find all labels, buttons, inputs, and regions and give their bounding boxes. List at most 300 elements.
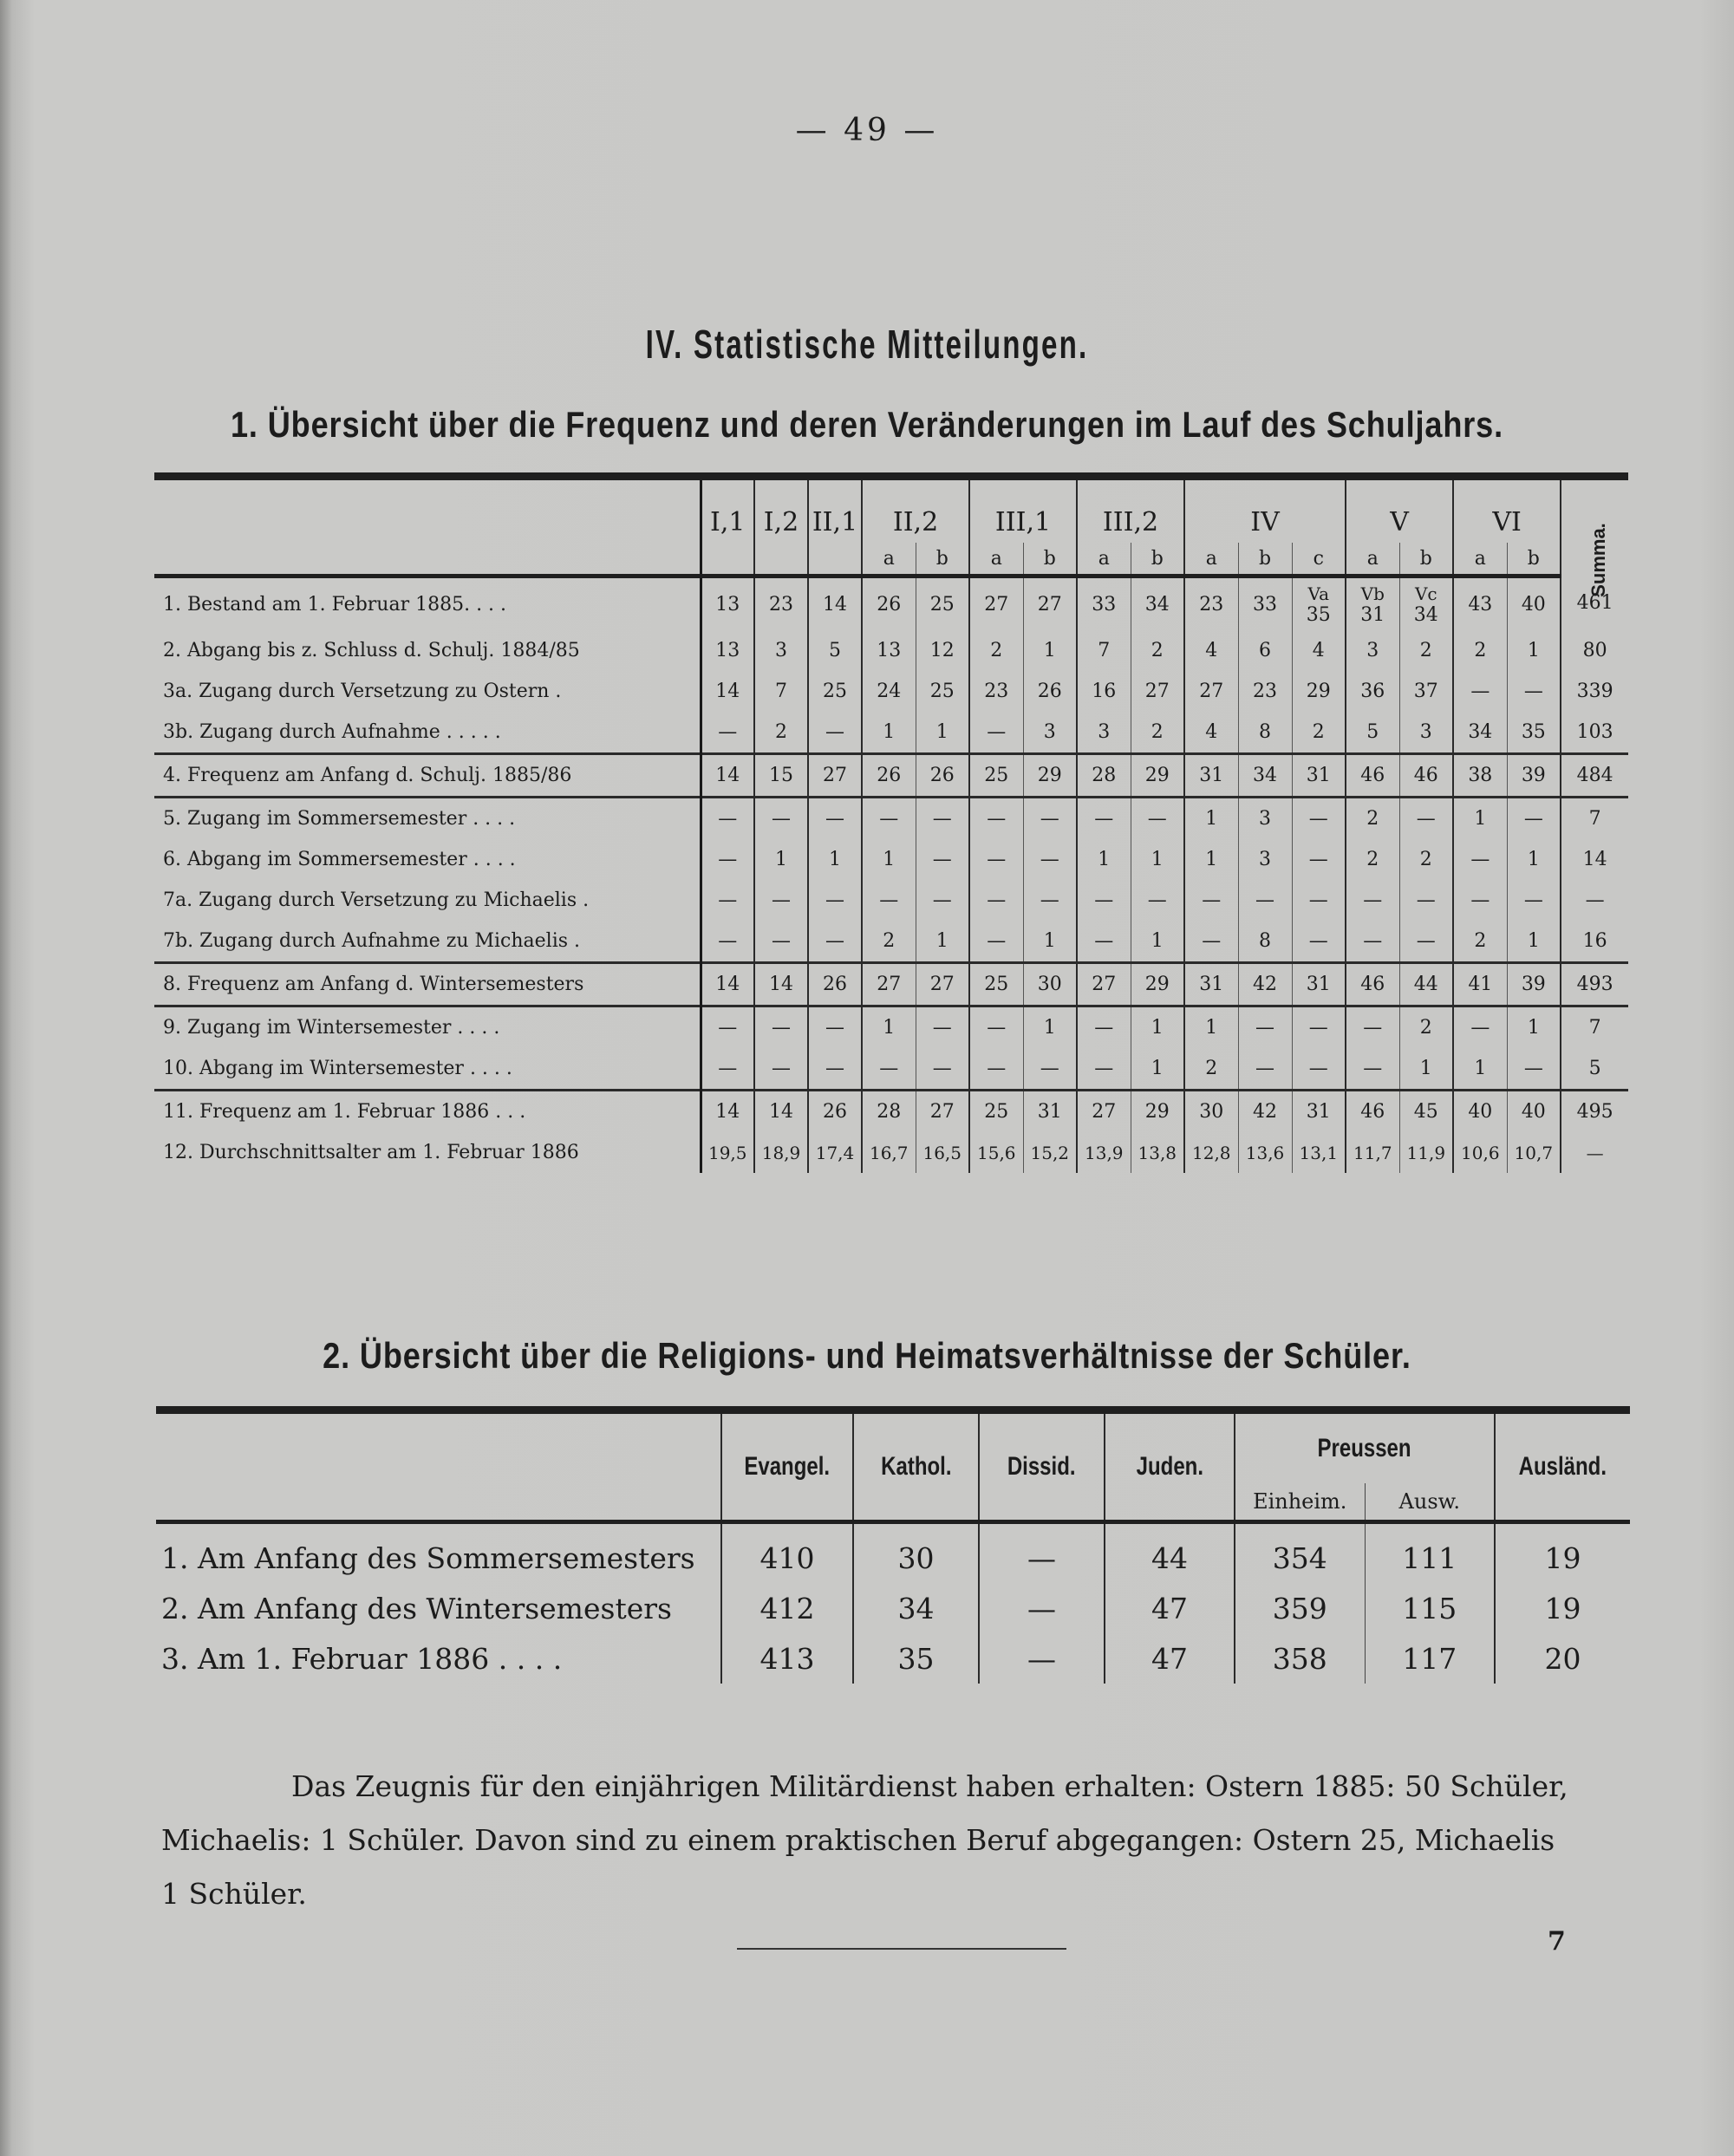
table-cell: — xyxy=(1238,1006,1292,1049)
table-cell: 410 xyxy=(721,1522,853,1584)
table-cell: — xyxy=(701,712,754,754)
table-cell: 3 xyxy=(754,630,808,671)
sub-b: b xyxy=(1238,543,1292,576)
sub-a: a xyxy=(1077,543,1131,576)
table-cell: 31 xyxy=(1184,754,1238,798)
table-cell: 47 xyxy=(1105,1633,1235,1684)
table-cell: 30 xyxy=(1023,963,1077,1006)
table-cell: — xyxy=(701,1006,754,1049)
table-cell xyxy=(1346,576,1399,631)
table-cell: — xyxy=(1561,880,1628,921)
class-header: III,1 xyxy=(969,480,1077,543)
table-cell: 40 xyxy=(1453,1091,1507,1133)
table-cell: 1 xyxy=(1023,630,1077,671)
label-header xyxy=(154,480,701,543)
table-cell: — xyxy=(1453,671,1507,712)
row-label: 3a. Zugang durch Versetzung zu Ostern . xyxy=(163,681,562,702)
table-cell: 37 xyxy=(1399,671,1453,712)
table-cell: 13,1 xyxy=(1292,1132,1346,1173)
table-cell: 2 xyxy=(1399,630,1453,671)
table-cell: — xyxy=(1292,921,1346,963)
table-cell: 3 xyxy=(1077,712,1131,754)
table-cell: 413 xyxy=(721,1633,853,1684)
table-cell: 26 xyxy=(808,963,862,1006)
table-row xyxy=(154,839,1628,880)
table-cell: 29 xyxy=(1131,754,1184,798)
table-cell: 30 xyxy=(853,1522,979,1584)
table-cell: — xyxy=(808,1006,862,1049)
class-header: I,2 xyxy=(754,480,808,543)
table-cell: 358 xyxy=(1235,1633,1365,1684)
table-cell: 16 xyxy=(1077,671,1131,712)
table-cell: 8 xyxy=(1238,921,1292,963)
table-cell: 7 xyxy=(1561,1006,1628,1049)
table-cell: 17,4 xyxy=(808,1132,862,1173)
table-cell: 13 xyxy=(862,630,916,671)
sub-c: c xyxy=(1292,543,1346,576)
table-cell: 10,6 xyxy=(1453,1132,1507,1173)
table-cell: 15,2 xyxy=(1023,1132,1077,1173)
table-cell: 7 xyxy=(1561,798,1628,840)
table-cell: — xyxy=(754,1048,808,1091)
table-cell: 10,7 xyxy=(1507,1132,1561,1173)
row-label: 2. Am Anfang des Wintersemesters xyxy=(161,1591,672,1625)
ausw-header: Ausw. xyxy=(1365,1483,1495,1520)
table-row xyxy=(154,1091,1628,1133)
table-cell: — xyxy=(1292,839,1346,880)
table-cell: — xyxy=(969,880,1023,921)
table-cell: 1 xyxy=(916,921,969,963)
table-cell: 412 xyxy=(721,1583,853,1633)
religion-header-row xyxy=(156,1414,1630,1483)
table-cell: 484 xyxy=(1561,754,1628,798)
table-cell xyxy=(1292,576,1346,631)
table-cell: 34 xyxy=(1453,712,1507,754)
table-cell: 1 xyxy=(1453,798,1507,840)
table-cell: 23 xyxy=(754,576,808,631)
table-cell: 2 xyxy=(1453,921,1507,963)
religion-table-block xyxy=(156,1406,1630,1684)
table-cell: 40 xyxy=(1507,1091,1561,1133)
table-cell: 1 xyxy=(808,839,862,880)
table-cell: 31 xyxy=(1292,963,1346,1006)
table-cell: 15,6 xyxy=(969,1132,1023,1173)
table-row xyxy=(154,1132,1628,1173)
table-cell: 36 xyxy=(1346,671,1399,712)
table-cell: — xyxy=(1507,880,1561,921)
table-cell: 1 xyxy=(1399,1048,1453,1091)
table-cell: 25 xyxy=(916,576,969,631)
frequency-table-body xyxy=(154,576,1628,1174)
table-cell: 1 xyxy=(1184,798,1238,840)
table-cell: 26 xyxy=(862,576,916,631)
table-cell: 6 xyxy=(1238,630,1292,671)
table-cell: 15 xyxy=(754,754,808,798)
row-label: 8. Frequenz am Anfang d. Wintersemesters xyxy=(154,963,701,1006)
table-cell: 27 xyxy=(1023,576,1077,631)
table-cell: — xyxy=(1077,798,1131,840)
table-cell: 354 xyxy=(1235,1522,1365,1584)
table-cell: — xyxy=(1346,921,1399,963)
table-cell: — xyxy=(1453,1006,1507,1049)
table-cell: 117 xyxy=(1365,1633,1495,1684)
table-cell: 339 xyxy=(1561,671,1628,712)
table-cell: 2 xyxy=(1346,839,1399,880)
table-row xyxy=(154,1048,1628,1091)
table-cell: 27 xyxy=(969,576,1023,631)
juden-header: Juden. xyxy=(1105,1414,1235,1520)
table-cell: — xyxy=(1023,798,1077,840)
table-cell: 2 xyxy=(1184,1048,1238,1091)
table-cell: 5 xyxy=(808,630,862,671)
table-cell: — xyxy=(1399,798,1453,840)
sub-b: b xyxy=(1399,543,1453,576)
table-cell: — xyxy=(1023,839,1077,880)
military-service-paragraph xyxy=(161,1760,1635,1921)
table-cell: — xyxy=(916,839,969,880)
table-row xyxy=(156,1522,1630,1584)
table-cell: 42 xyxy=(1238,963,1292,1006)
table-cell: 1 xyxy=(1507,630,1561,671)
table-cell: 44 xyxy=(1399,963,1453,1006)
table-cell: 27 xyxy=(1077,1091,1131,1133)
table-row xyxy=(154,880,1628,921)
preussen-header: Preussen xyxy=(1235,1414,1495,1483)
table-cell: 495 xyxy=(1561,1091,1628,1133)
table-cell: 29 xyxy=(1023,754,1077,798)
table-cell: 13,6 xyxy=(1238,1132,1292,1173)
table-cell: 26 xyxy=(862,754,916,798)
table-cell: 33 xyxy=(1077,576,1131,631)
table-cell: 8 xyxy=(1238,712,1292,754)
paragraph-line: Michaelis: 1 Schüler. Davon sind zu einem praktischen Beruf abgegangen: Ostern 25, Michaelis xyxy=(161,1823,1555,1857)
table-cell: 45 xyxy=(1399,1091,1453,1133)
kathol-header: Kathol. xyxy=(853,1414,979,1520)
table-cell: 4 xyxy=(1292,630,1346,671)
table-cell: 359 xyxy=(1235,1583,1365,1633)
table-cell: 4 xyxy=(1184,630,1238,671)
table-cell: 2 xyxy=(1346,798,1399,840)
table-cell: — xyxy=(808,712,862,754)
table-cell: — xyxy=(701,921,754,963)
table-cell: 35 xyxy=(1507,712,1561,754)
table-cell: 3 xyxy=(1346,630,1399,671)
table-cell: — xyxy=(1292,880,1346,921)
table-row xyxy=(154,576,1628,631)
table-cell: 11,9 xyxy=(1399,1132,1453,1173)
table-cell: — xyxy=(754,1006,808,1049)
table-cell: — xyxy=(1184,921,1238,963)
table-cell: — xyxy=(808,798,862,840)
table-cell: 27 xyxy=(916,1091,969,1133)
table-cell: — xyxy=(1292,1048,1346,1091)
sub-a: a xyxy=(1453,543,1507,576)
table-cell: 1 xyxy=(1131,921,1184,963)
table-cell: 3 xyxy=(1238,839,1292,880)
table-cell: 1 xyxy=(862,839,916,880)
table-cell: 1 xyxy=(1453,1048,1507,1091)
table-cell: 7 xyxy=(754,671,808,712)
row-label: 3b. Zugang durch Aufnahme . . . . . xyxy=(163,721,501,743)
table-cell: 14 xyxy=(701,754,754,798)
table-cell: 25 xyxy=(969,963,1023,1006)
table-cell: 103 xyxy=(1561,712,1628,754)
sub-a: a xyxy=(969,543,1023,576)
table-cell: — xyxy=(1346,1048,1399,1091)
table-cell: 31 xyxy=(1184,963,1238,1006)
table-cell: 3 xyxy=(1238,798,1292,840)
table-cell: 5 xyxy=(1346,712,1399,754)
table-cell: — xyxy=(754,798,808,840)
table-cell: 2 xyxy=(1131,712,1184,754)
table-cell: 23 xyxy=(1238,671,1292,712)
table-cell: 14 xyxy=(701,671,754,712)
subclass-header-row xyxy=(154,543,1628,576)
table-cell: 25 xyxy=(969,1091,1023,1133)
table-cell: — xyxy=(808,880,862,921)
row-label: 7b. Zugang durch Aufnahme zu Michaelis . xyxy=(163,930,581,952)
table-cell: — xyxy=(1507,798,1561,840)
table-cell: 39 xyxy=(1507,754,1561,798)
table-cell: — xyxy=(1077,921,1131,963)
table-cell: 13 xyxy=(701,630,754,671)
class-header: V xyxy=(1346,480,1453,543)
table-cell: — xyxy=(701,798,754,840)
table-cell: 16 xyxy=(1561,921,1628,963)
class-header: I,1 xyxy=(701,480,754,543)
table-cell: 46 xyxy=(1346,1091,1399,1133)
table-cell: 3 xyxy=(1399,712,1453,754)
table-row xyxy=(154,754,1628,798)
dissid-header: Dissid. xyxy=(979,1414,1105,1520)
row-label: 12. Durchschnittsalter am 1. Februar 1886 xyxy=(163,1142,579,1163)
table-row xyxy=(154,921,1628,963)
closing-rule xyxy=(737,1948,1066,1950)
table-cell: 2 xyxy=(1292,712,1346,754)
paragraph-line: 1 Schüler. xyxy=(161,1877,307,1911)
class-header: II,2 xyxy=(862,480,969,543)
table-cell: — xyxy=(969,921,1023,963)
table-cell: 19 xyxy=(1495,1583,1630,1633)
table-cell: — xyxy=(808,921,862,963)
row-label: 5. Zugang im Sommersemester . . . . xyxy=(154,798,701,840)
table-cell: — xyxy=(1346,880,1399,921)
table-cell: 27 xyxy=(862,963,916,1006)
table-cell: 1 xyxy=(862,712,916,754)
table-cell: 2 xyxy=(1399,1006,1453,1049)
evangel-header: Evangel. xyxy=(721,1414,853,1520)
table-cell: — xyxy=(969,712,1023,754)
sub-b: b xyxy=(1507,543,1561,576)
table-cell: — xyxy=(979,1633,1105,1684)
sub-a: a xyxy=(1346,543,1399,576)
v-subclass-label: Va xyxy=(1307,583,1330,604)
cell-value: 31 xyxy=(1360,603,1385,626)
table-cell: 29 xyxy=(1131,1091,1184,1133)
table-cell: 11,7 xyxy=(1346,1132,1399,1173)
table-cell: — xyxy=(979,1583,1105,1633)
table-cell: 46 xyxy=(1346,963,1399,1006)
table-cell: 5 xyxy=(1561,1048,1628,1091)
table-cell: 24 xyxy=(862,671,916,712)
table-cell: 1 xyxy=(754,839,808,880)
table-cell: 14 xyxy=(701,1091,754,1133)
table-cell: 115 xyxy=(1365,1583,1495,1633)
sub-b: b xyxy=(916,543,969,576)
table-cell: 20 xyxy=(1495,1633,1630,1684)
table-cell: — xyxy=(1292,1006,1346,1049)
table-cell: 27 xyxy=(808,754,862,798)
table-cell: 2 xyxy=(1131,630,1184,671)
table-cell: 25 xyxy=(969,754,1023,798)
table-cell: 1 xyxy=(1507,1006,1561,1049)
sub-a: a xyxy=(1184,543,1238,576)
table-cell: 4 xyxy=(1184,712,1238,754)
religion-table-body xyxy=(156,1522,1630,1684)
row-label: 2. Abgang bis z. Schluss d. Schulj. 1884/85 xyxy=(163,640,580,661)
table-cell: — xyxy=(1184,880,1238,921)
table-cell: 461 xyxy=(1561,576,1628,631)
einheim-header: Einheim. xyxy=(1235,1483,1365,1520)
table-cell: — xyxy=(1238,880,1292,921)
table-cell: 30 xyxy=(1184,1091,1238,1133)
table-cell: 1 xyxy=(862,1006,916,1049)
table-cell: 26 xyxy=(1023,671,1077,712)
frequency-table xyxy=(154,480,1628,1173)
table-row xyxy=(154,671,1628,712)
table-cell: — xyxy=(1507,671,1561,712)
table-cell: 28 xyxy=(862,1091,916,1133)
table-cell: 1 xyxy=(1131,839,1184,880)
table-cell: 493 xyxy=(1561,963,1628,1006)
table-cell: 23 xyxy=(969,671,1023,712)
table-cell: 39 xyxy=(1507,963,1561,1006)
table-cell: — xyxy=(701,1048,754,1091)
summa-header: Summa. xyxy=(1561,480,1628,576)
table-cell: 44 xyxy=(1105,1522,1235,1584)
table-cell: — xyxy=(1238,1048,1292,1091)
table-cell: 28 xyxy=(1077,754,1131,798)
table-cell: — xyxy=(701,880,754,921)
row-label: 9. Zugang im Wintersemester . . . . xyxy=(154,1006,701,1049)
table-cell: 2 xyxy=(969,630,1023,671)
table-cell: 26 xyxy=(808,1091,862,1133)
paragraph-line: Das Zeugnis für den einjährigen Militärdienst haben erhalten: Ostern 1885: 50 Schüler, xyxy=(291,1769,1568,1803)
table-row xyxy=(154,630,1628,671)
table-cell: — xyxy=(916,1048,969,1091)
table-cell: 27 xyxy=(1077,963,1131,1006)
table-cell: 19 xyxy=(1495,1522,1630,1584)
table-cell: — xyxy=(862,880,916,921)
table-cell: 23 xyxy=(1184,576,1238,631)
table-cell: 12 xyxy=(916,630,969,671)
sub-b: b xyxy=(1131,543,1184,576)
table-cell: 14 xyxy=(754,963,808,1006)
table-cell: 80 xyxy=(1561,630,1628,671)
class-header: IV xyxy=(1184,480,1346,543)
signature-mark: 7 xyxy=(1548,1926,1566,1957)
table-cell: 2 xyxy=(1453,630,1507,671)
table-cell: — xyxy=(1131,798,1184,840)
row-label: 11. Frequenz am 1. Februar 1886 . . . xyxy=(154,1091,701,1133)
row-label: 7a. Zugang durch Versetzung zu Michaelis . xyxy=(163,889,590,911)
table-cell: — xyxy=(969,1048,1023,1091)
table-cell: 18,9 xyxy=(754,1132,808,1173)
table-cell: 31 xyxy=(1292,1091,1346,1133)
table-cell: 34 xyxy=(1238,754,1292,798)
table-cell: 25 xyxy=(808,671,862,712)
class-header: III,2 xyxy=(1077,480,1184,543)
table-cell: 25 xyxy=(916,671,969,712)
table-cell: — xyxy=(1507,1048,1561,1091)
row-label: 3. Am 1. Februar 1886 . . . . xyxy=(161,1641,563,1676)
table-cell: 19,5 xyxy=(701,1132,754,1173)
table-cell: — xyxy=(916,798,969,840)
table-cell: — xyxy=(1561,1132,1628,1173)
section-title: IV. Statistische Mitteilungen. xyxy=(645,322,1089,367)
table-cell: — xyxy=(1399,880,1453,921)
table-cell: 27 xyxy=(1131,671,1184,712)
v-subclass-label: Vb xyxy=(1360,583,1385,604)
table-cell: 14 xyxy=(808,576,862,631)
table-cell: 1 xyxy=(1131,1048,1184,1091)
table-cell: 3 xyxy=(1023,712,1077,754)
table-cell: — xyxy=(1131,880,1184,921)
row-label: 1. Am Anfang des Sommersemesters xyxy=(161,1540,695,1575)
top-rule xyxy=(154,472,1628,480)
table-cell: — xyxy=(916,1006,969,1049)
row-label: 4. Frequenz am Anfang d. Schulj. 1885/86 xyxy=(154,754,701,798)
v-subclass-label: Vc xyxy=(1414,583,1437,604)
table-cell: — xyxy=(1023,880,1077,921)
table-cell: 2 xyxy=(754,712,808,754)
table-cell: 34 xyxy=(1131,576,1184,631)
table-cell: 14 xyxy=(701,963,754,1006)
auslaend-header: Ausländ. xyxy=(1495,1414,1630,1520)
table-cell: — xyxy=(754,880,808,921)
table1-title: 1. Übersicht über die Frequenz und deren Veränderungen im Lauf des Schuljahrs. xyxy=(230,404,1504,445)
table-cell: 1 xyxy=(1077,839,1131,880)
table-cell: — xyxy=(1292,798,1346,840)
table-row xyxy=(154,712,1628,754)
table-cell: 31 xyxy=(1023,1091,1077,1133)
table-cell: 1 xyxy=(1507,839,1561,880)
table-cell: 40 xyxy=(1507,576,1561,631)
table2-title: 2. Übersicht über die Religions- und Heimatsverhältnisse der Schüler. xyxy=(323,1335,1411,1376)
table-cell: 14 xyxy=(1561,839,1628,880)
table-cell: 12,8 xyxy=(1184,1132,1238,1173)
table-cell: 2 xyxy=(862,921,916,963)
table-cell: — xyxy=(754,921,808,963)
table-cell: 41 xyxy=(1453,963,1507,1006)
table-cell: 46 xyxy=(1399,754,1453,798)
table-cell: — xyxy=(979,1522,1105,1584)
table-row xyxy=(154,963,1628,1006)
table-cell: — xyxy=(1023,1048,1077,1091)
table-cell: 29 xyxy=(1292,671,1346,712)
table-cell: 1 xyxy=(1507,921,1561,963)
table-cell: — xyxy=(1399,921,1453,963)
top-rule xyxy=(156,1406,1630,1414)
table-cell: 1 xyxy=(1023,1006,1077,1049)
table-row xyxy=(156,1583,1630,1633)
table-cell: — xyxy=(1453,880,1507,921)
frequency-table-block xyxy=(154,472,1628,1173)
table-cell: 27 xyxy=(916,963,969,1006)
table-cell: 47 xyxy=(1105,1583,1235,1633)
row-label: 1. Bestand am 1. Februar 1885. . . . xyxy=(163,593,507,616)
table-cell: — xyxy=(1346,1006,1399,1049)
